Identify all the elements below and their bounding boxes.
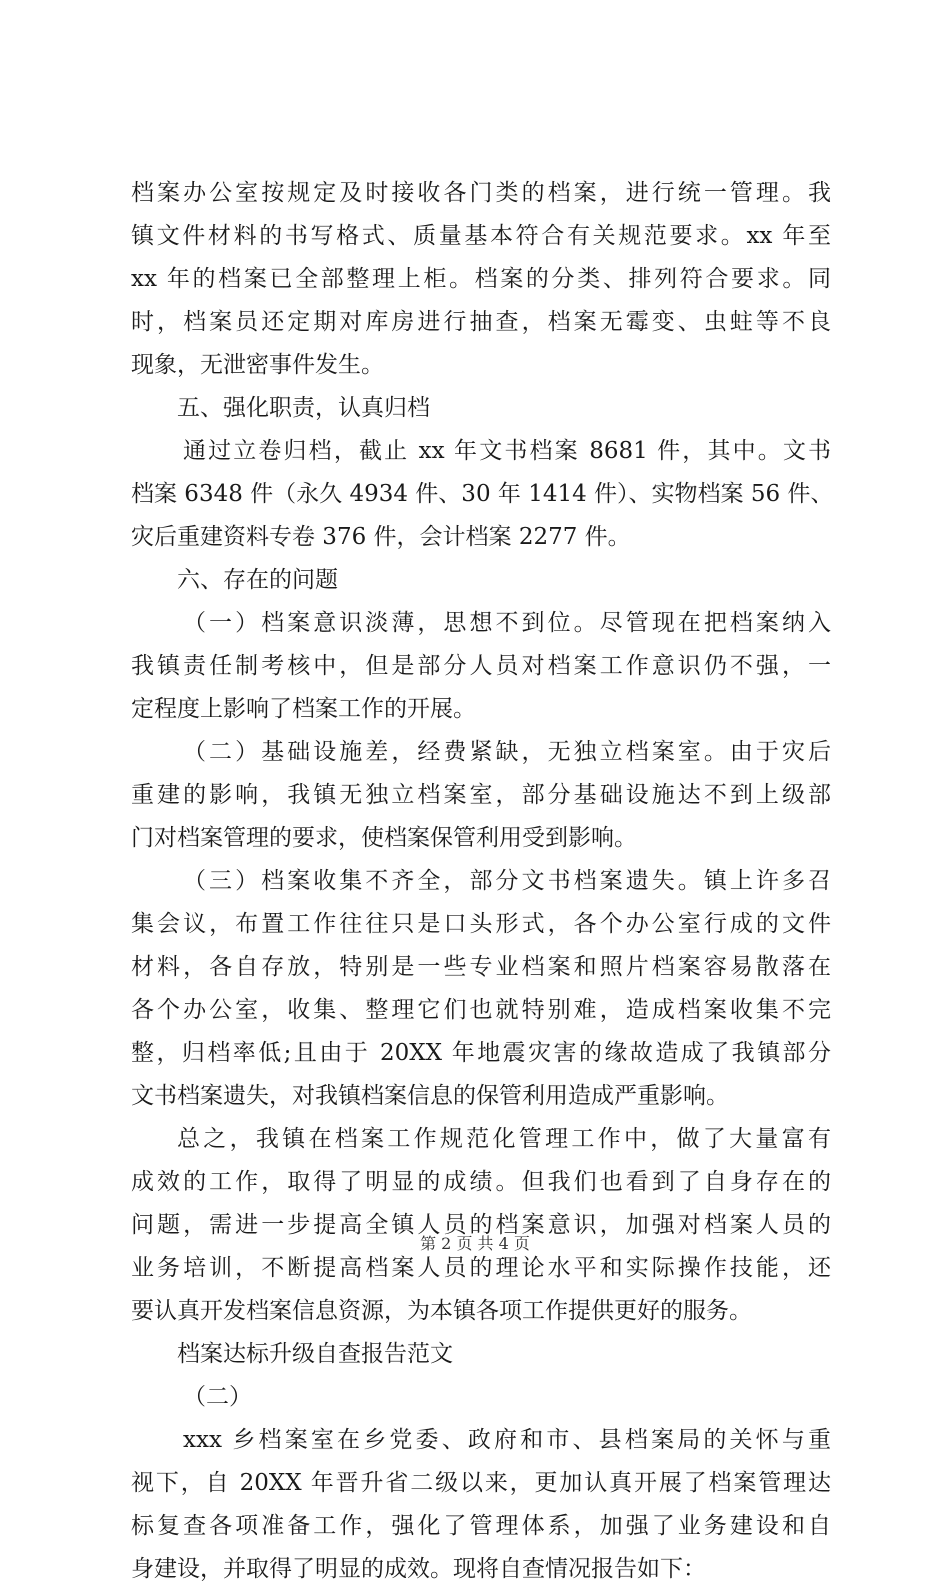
text-line: 档案 6348 件（永久 4934 件、30 年 1414 件）、实物档案 56 件、 [131,481,834,507]
text-line: 身建设，并取得了明显的成效。现将自查情况报告如下： [131,1556,706,1582]
text-line: 灾后重建资料专卷 376 件，会计档案 2277 件。 [131,524,631,550]
section-heading: 五、强化职责，认真归档 [177,395,430,421]
text-line: （一）档案意识淡薄，思想不到位。尽管现在把档案纳入 [183,610,831,636]
text-line: 镇文件材料的书写格式、质量基本符合有关规范要求。xx 年至 [131,223,831,249]
text-line: 问题，需进一步提高全镇人员的档案意识，加强对档案人员的 [131,1212,831,1238]
section-heading: （二） [183,1384,252,1410]
text-line: 整，归档率低;且由于 20XX 年地震灾害的缘故造成了我镇部分 [131,1040,831,1066]
text-line: （二）基础设施差，经费紧缺，无独立档案室。由于灾后 [183,739,831,765]
text-line: 定程度上影响了档案工作的开展。 [131,696,476,722]
text-line: 时，档案员还定期对库房进行抽查，档案无霉变、虫蛀等不良 [131,309,831,335]
text-line: （三）档案收集不齐全，部分文书档案遗失。镇上许多召 [183,868,831,894]
section-heading: 六、存在的问题 [177,567,338,593]
text-line: 我镇责任制考核中，但是部分人员对档案工作意识仍不强，一 [131,653,831,679]
text-line: 要认真开发档案信息资源，为本镇各项工作提供更好的服务。 [131,1298,752,1324]
text-line: 标复查各项准备工作，强化了管理体系，加强了业务建设和自 [131,1513,831,1539]
text-line: 文书档案遗失，对我镇档案信息的保管利用造成严重影响。 [131,1083,729,1109]
text-line: 现象，无泄密事件发生。 [131,352,384,378]
text-line: 重建的影响，我镇无独立档案室，部分基础设施达不到上级部 [131,782,831,808]
text-line: 视下，自 20XX 年晋升省二级以来，更加认真开展了档案管理达 [131,1470,831,1496]
page-number-footer: 第 2 页 共 4 页 [420,1234,530,1253]
document-body [131,172,834,1591]
text-line: 门对档案管理的要求，使档案保管利用受到影响。 [131,825,637,851]
text-line: xx 年的档案已全部整理上柜。档案的分类、排列符合要求。同 [131,266,831,292]
text-line: 成效的工作，取得了明显的成绩。但我们也看到了自身存在的 [131,1169,831,1195]
text-line: 各个办公室，收集、整理它们也就特别难，造成档案收集不完 [131,997,831,1023]
text-line: 档案办公室按规定及时接收各门类的档案，进行统一管理。我 [131,180,831,206]
text-line: xxx 乡档案室在乡党委、政府和市、县档案局的关怀与重 [183,1427,831,1453]
text-line: 总之，我镇在档案工作规范化管理工作中，做了大量富有 [177,1126,831,1152]
text-line: 集会议，布置工作往往只是口头形式，各个办公室行成的文件 [131,911,831,937]
text-line: 通过立卷归档，截止 xx 年文书档案 8681 件，其中。文书 [183,438,831,464]
text-line: 业务培训，不断提高档案人员的理论水平和实际操作技能，还 [131,1255,831,1281]
section-heading: 档案达标升级自查报告范文 [177,1341,453,1367]
text-line: 材料，各自存放，特别是一些专业档案和照片档案容易散落在 [131,954,831,980]
